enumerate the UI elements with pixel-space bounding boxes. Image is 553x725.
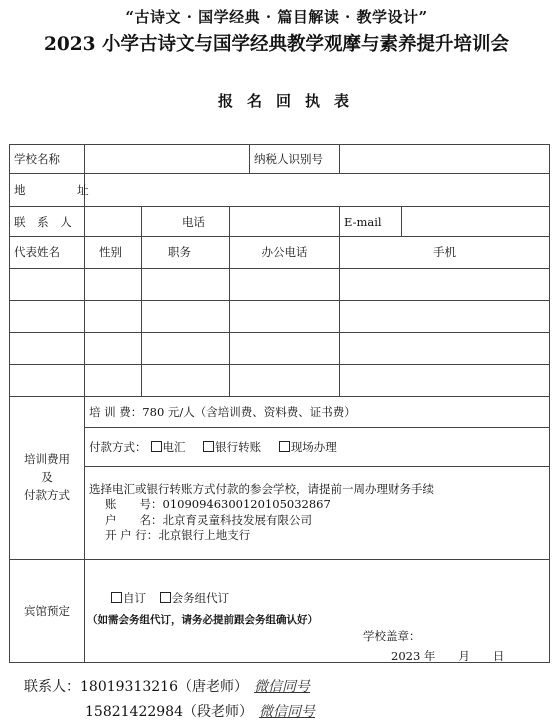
registration-form (9, 144, 550, 663)
contact-line (24, 700, 315, 725)
wechat-note: 微信同号 (253, 679, 310, 695)
table-row (10, 268, 550, 300)
position-cell[interactable] (142, 365, 230, 397)
contact-person-label: 联 系 人 (10, 207, 85, 237)
subtitle: “古诗文 · 国学经典 · 篇目解读 · 教学设计” (125, 8, 428, 26)
bank-value: 北京银行上地支行 (158, 528, 251, 543)
holder-label: 户 名： (105, 512, 163, 527)
hotel-options (107, 590, 229, 606)
payment-notice: 选择电汇或银行转账方式付款的参会学校，请提前一周办理财务手续 (89, 481, 434, 496)
mobile-cell[interactable] (340, 300, 550, 332)
gender-cell[interactable] (85, 332, 142, 364)
rep-name-cell[interactable] (10, 332, 85, 364)
contact-label: 联系人： (24, 679, 80, 695)
table-row (10, 300, 550, 332)
phone-field[interactable] (230, 207, 340, 237)
checkbox-self-book[interactable] (111, 592, 122, 603)
fees-label-line: 及 (41, 470, 53, 485)
address-label: 地 址 (10, 174, 85, 207)
bank-info (85, 466, 550, 559)
office-phone-cell[interactable] (230, 300, 340, 332)
position-header: 职务 (142, 237, 230, 268)
checkbox-bank-transfer[interactable] (203, 441, 214, 452)
contact-phone: 18019313216（唐老师） (80, 679, 248, 695)
contact-info (24, 675, 315, 725)
school-name-field[interactable] (85, 145, 250, 174)
fees-label-line: 培训费用 (24, 452, 70, 467)
position-cell[interactable] (142, 268, 230, 300)
taxpayer-id-field[interactable] (340, 145, 550, 174)
school-seal: 学校盖章： (363, 629, 421, 644)
payment-method-label: 付款方式： (89, 440, 147, 455)
office-phone-cell[interactable] (230, 365, 340, 397)
office-phone-cell[interactable] (230, 268, 340, 300)
gender-cell[interactable] (85, 268, 142, 300)
wechat-note: 微信同号 (258, 704, 315, 720)
form-title: 报名回执表 (217, 92, 363, 110)
option-wire: 电汇 (162, 440, 186, 455)
email-field[interactable] (402, 207, 550, 237)
account-value: 0109094630012010503286​7 (162, 497, 331, 512)
holder-value: 北京育灵童科技发展有限公司 (162, 512, 312, 527)
rep-name-cell[interactable] (10, 300, 85, 332)
fees-section-label (10, 397, 85, 560)
option-bank-transfer: 银行转账 (215, 440, 262, 455)
address-field[interactable] (85, 174, 550, 207)
page-title: 2023 小学古诗文与国学经典教学观摩与素养提升培训会 (44, 34, 509, 55)
table-row (10, 332, 550, 364)
rep-name-cell[interactable] (10, 365, 85, 397)
hotel-cell (85, 560, 550, 663)
mobile-cell[interactable] (340, 332, 550, 364)
taxpayer-id-label: 纳税人识别号 (250, 145, 340, 174)
office-phone-header: 办公电话 (230, 237, 340, 268)
training-fee: 培 训 费：780 元/人（含培训费、资料费、证书费） (85, 397, 550, 428)
account-label: 账 号： (105, 497, 163, 512)
office-phone-cell[interactable] (230, 332, 340, 364)
option-self-book: 自订 (123, 591, 146, 606)
table-row (10, 365, 550, 397)
mobile-cell[interactable] (340, 365, 550, 397)
rep-name-cell[interactable] (10, 268, 85, 300)
school-name-label: 学校名称 (10, 145, 85, 174)
fees-label-line: 付款方式 (24, 488, 70, 503)
seal-date: 2023 年 月 日 (391, 649, 505, 664)
email-label: E-mail (340, 207, 402, 237)
rep-name-header: 代表姓名 (10, 237, 85, 268)
position-cell[interactable] (142, 300, 230, 332)
option-onsite: 现场办理 (290, 440, 337, 455)
contact-line (24, 675, 315, 700)
bank-label: 开 户 行： (105, 528, 159, 543)
payment-method-row (85, 428, 550, 466)
mobile-cell[interactable] (340, 268, 550, 300)
hotel-note: （如需会务组代订，请务必提前跟会务组确认好） (87, 614, 318, 627)
position-cell[interactable] (142, 332, 230, 364)
gender-cell[interactable] (85, 300, 142, 332)
gender-header: 性别 (85, 237, 142, 268)
hotel-label: 宾馆预定 (10, 560, 85, 663)
checkbox-wire[interactable] (151, 441, 162, 452)
checkbox-onsite[interactable] (279, 441, 290, 452)
contact-phone: 15821422984（段老师） (85, 704, 253, 720)
mobile-header: 手机 (340, 237, 550, 268)
option-group-book: 会务组代订 (171, 591, 230, 606)
checkbox-group-book[interactable] (160, 592, 171, 603)
phone-label: 电话 (142, 207, 230, 237)
contact-person-field[interactable] (85, 207, 142, 237)
gender-cell[interactable] (85, 365, 142, 397)
